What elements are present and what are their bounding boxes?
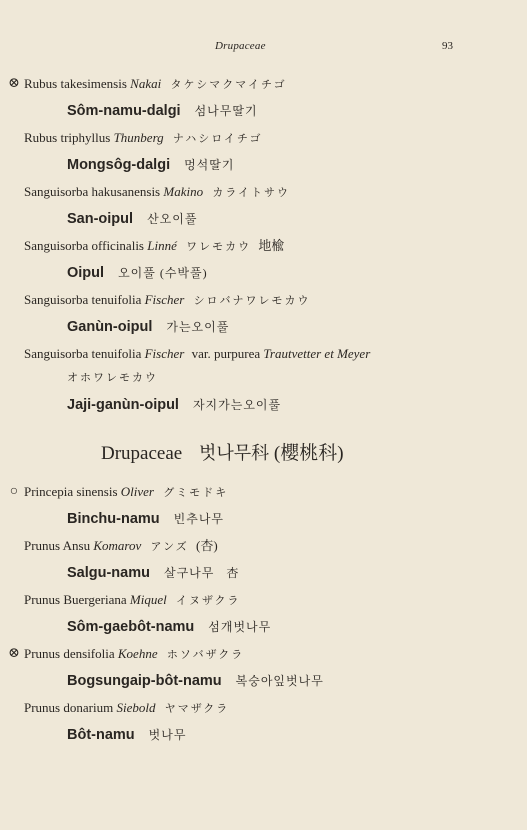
korean-name-line — [0, 258, 527, 288]
japanese-name: イヌザクラ — [175, 595, 241, 607]
genus-species: Rubus takesimensis — [24, 76, 127, 91]
korean-hangul: 자지가는오이풀 — [192, 398, 282, 412]
korean-romanized: Bogsungaip-bôt-namu — [67, 673, 222, 689]
species-entry — [0, 696, 527, 750]
scientific-name-line — [0, 588, 527, 612]
species-entry — [0, 180, 527, 234]
scientific-name-line — [0, 342, 527, 366]
genus-species: Prunus densifolia — [24, 646, 115, 661]
korean-romanized: San-oipul — [67, 211, 134, 227]
korean-name-line — [0, 720, 527, 750]
page-header — [0, 40, 527, 56]
korean-name-line — [0, 666, 527, 696]
japanese-name: ワレモカウ — [186, 241, 252, 253]
scientific-name-line — [0, 234, 527, 258]
korean-name-line — [0, 150, 527, 180]
circle-marker-icon: ○ — [9, 484, 19, 499]
scientific-name-line — [0, 180, 527, 204]
korean-romanized: Mongsôg-dalgi — [67, 157, 171, 173]
scientific-name-line — [0, 126, 527, 150]
author: Fischer — [144, 292, 185, 307]
korean-hangul: 오이풀 (수박풀) — [118, 266, 208, 280]
japanese-name: オホワレモカウ — [67, 372, 158, 384]
korean-hangul: 섬나무딸기 — [194, 104, 258, 118]
scientific-name-line — [0, 534, 527, 558]
family-heading — [0, 426, 527, 480]
species-entry — [0, 72, 527, 126]
author: Linné — [147, 238, 177, 253]
author: Thunberg — [113, 130, 164, 145]
japanese-name: アンズ — [150, 541, 189, 553]
species-entry — [0, 126, 527, 180]
korean-name-line — [0, 390, 527, 420]
family-chinese: (櫻桃科) — [273, 443, 344, 464]
korean-name-line — [0, 612, 527, 642]
chinese-name: 杏 — [226, 566, 239, 580]
species-entry — [0, 288, 527, 342]
species-entry — [0, 480, 527, 534]
korean-romanized: Binchu-namu — [67, 511, 160, 527]
korean-romanized: Ganùn-oipul — [67, 319, 153, 335]
variety-name: var. purpurea — [191, 346, 261, 361]
author: Oliver — [120, 484, 154, 499]
korean-romanized: Sôm-gaebôt-namu — [67, 619, 195, 635]
korean-name-line — [0, 204, 527, 234]
variety-entry — [0, 342, 527, 420]
genus-species: Rubus triphyllus — [24, 130, 111, 145]
species-list — [0, 72, 527, 750]
author: Siebold — [116, 700, 156, 715]
author: Komarov — [93, 538, 142, 553]
genus-species: Princepia sinensis — [24, 484, 118, 499]
genus-species: Prunus donarium — [24, 700, 114, 715]
korean-romanized: Bôt-namu — [67, 727, 135, 743]
author: Koehne — [117, 646, 158, 661]
korean-hangul: 빈추나무 — [173, 512, 225, 526]
genus-species: Sanguisorba hakusanensis — [24, 184, 161, 199]
genus-species: Sanguisorba tenuifolia — [24, 292, 142, 307]
korean-hangul: 섬개벗나무 — [208, 620, 272, 634]
chinese-name: 地楡 — [258, 238, 285, 253]
genus-species: Sanguisorba tenuifolia — [24, 346, 142, 361]
species-entry — [0, 642, 527, 696]
running-title: Drupaceae — [215, 40, 266, 52]
author: Fischer — [144, 346, 185, 361]
japanese-name: ヤマザクラ — [164, 703, 230, 715]
korean-romanized: Jaji-ganùn-oipul — [67, 397, 179, 413]
genus-species: Prunus Buergeriana — [24, 592, 127, 607]
family-korean: 벗나무科 — [198, 443, 270, 463]
endemic-marker-icon: ⊗ — [8, 76, 20, 91]
japanese-name: シロバナワレモカウ — [193, 295, 311, 307]
scientific-name-line — [0, 480, 527, 504]
korean-hangul: 벗나무 — [148, 728, 187, 742]
endemic-marker-icon: ⊗ — [8, 646, 20, 661]
scientific-name-line — [0, 642, 527, 666]
scientific-name-line — [0, 72, 527, 96]
japanese-name: タケシマクマイチゴ — [170, 79, 287, 91]
korean-name-line — [0, 96, 527, 126]
japanese-name: カライトサウ — [212, 187, 291, 199]
korean-romanized: Salgu-namu — [67, 565, 150, 581]
author: Nakai — [130, 76, 162, 91]
genus-species: Sanguisorba officinalis — [24, 238, 144, 253]
korean-romanized: Sôm-namu-dalgi — [67, 103, 181, 119]
variety-author: Trautvetter et Meyer — [263, 346, 371, 361]
chinese-name: (杏) — [196, 538, 218, 553]
korean-name-line — [0, 504, 527, 534]
author: Makino — [163, 184, 204, 199]
japanese-name: ナハシロイチゴ — [172, 133, 263, 145]
korean-hangul: 복숭아잎벗나무 — [235, 674, 324, 688]
scientific-name-line — [0, 288, 527, 312]
korean-romanized: Oipul — [67, 265, 105, 281]
korean-hangul: 산오이풀 — [147, 212, 198, 226]
scientific-name-line — [0, 696, 527, 720]
species-entry — [0, 234, 527, 288]
page-number: 93 — [442, 40, 453, 52]
genus-species: Prunus Ansu — [24, 538, 91, 553]
family-name: Drupaceae — [101, 443, 183, 464]
korean-hangul: 가는오이풀 — [166, 320, 230, 334]
japanese-name: グミモドキ — [163, 487, 229, 499]
korean-name-line — [0, 558, 527, 588]
korean-hangul: 멍석딸기 — [184, 158, 235, 172]
korean-hangul: 살구나무 — [163, 566, 215, 580]
japanese-name: ホソバザクラ — [166, 649, 245, 661]
species-entry — [0, 534, 527, 588]
species-entry — [0, 588, 527, 642]
korean-name-line — [0, 312, 527, 342]
author: Miquel — [129, 592, 167, 607]
